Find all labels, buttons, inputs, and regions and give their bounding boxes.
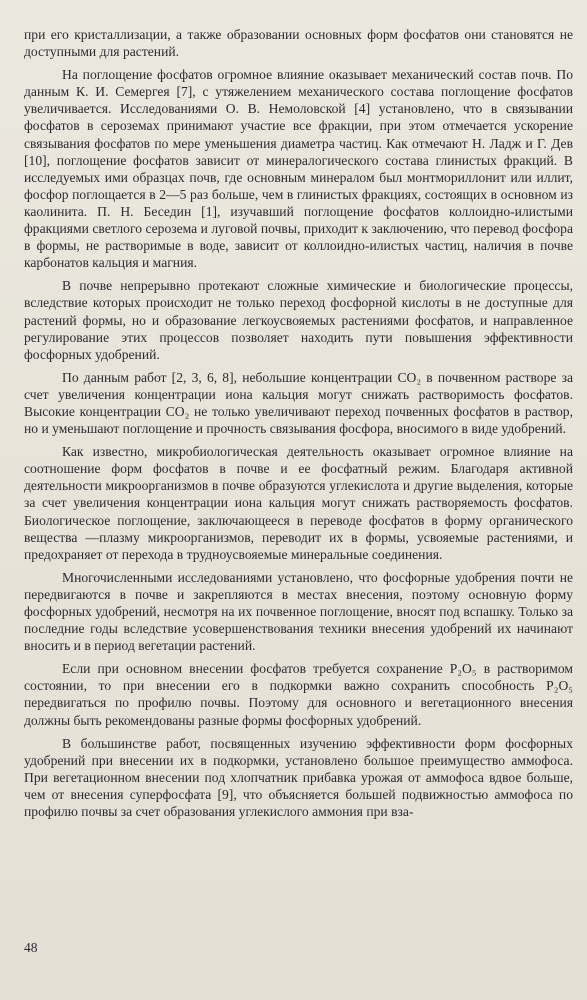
paragraph-4: По данным работ [2, 3, 6, 8], небольшие концентрации CO₂ в почвенном растворе за счет увеличения концентрации иона кальция могут снижать растворимость фосфатов. Высокие концентрации CO₂ не только увеличивают переход почвенных фосфатов в раствор, но и уменьшают поглощение и прочность связывания фосфора, вносимого в виде удобрений. [24,369,573,437]
page-number: 48 [24,940,38,955]
paragraph-3: В почве непрерывно протекают сложные химические и биологические процессы, вследствие которых происходит не только переход фосфорной кислоты в не доступные для растений формы, но и образование легкоусвояемых растениями фосфатов, и направленное регулирование этих процессов позволяет находить пути повышения эффективности фосфорных удобрений. [24,278,573,362]
body-text [24,26,573,826]
paragraph-2: На поглощение фосфатов огромное влияние оказывает механический состав почв. По данным К. И. Семергея [7], с утяжелением механического состава поглощение фосфатов увеличивается. Исследованиями О. В. Немоловской [4] установлено, что в связывании фосфатов в сероземах принимают участие все фракции, при этом отмечается ускорение связывания фосфатов по мере уменьшения диаметра частиц. Как отмечают Н. Ладж и Г. Дев [10], поглощение фосфатов зависит от минералогического состава глинистых фракций. В исследуемых ими образцах почв, где основным минералом был монтмориллонит или иллит, фосфор поглощается в 2—5 раз больше, чем в глинистых фракциях, состоящих в основном из каолинита. П. Н. Беседин [1], изучавший поглощение фосфатов коллоидно-илистыми фракциями светлого серозема и луговой почвы, приходит к заключению, что перевод фосфора в формы, не растворимые в воде, зависит от коллоидно-илистых частиц, наличия в почве карбонатов кальция и магния. [24,67,573,271]
paragraph-6: Многочисленными исследованиями установлено, что фосфорные удобрения почти не передвигаются в почве и закрепляются в местах внесения, поэтому основную форму фосфорных удобрений, несмотря на их почвенное поглощение, вносят под вспашку. Только за последние годы вследствие усовершенствования техники внесения удобрений их начинают вносить и в период вегетации растений. [24,569,573,654]
paragraph-8: В большинстве работ, посвященных изучению эффективности форм фосфорных удобрений при внесении их в подкормки, установлено большое преимущество аммофоса. При вегетационном внесении под хлопчатник прибавка урожая от аммофоса вдвое больше, чем от внесения суперфосфата [9], что объясняется большей подвижностью аммофоса по профилю почвы за счет образования углекислого аммония при вза- [24,735,573,820]
paragraph-5: Как известно, микробиологическая деятельность оказывает огромное влияние на соотношение форм фосфатов в почве и ее фосфатный режим. Благодаря активной деятельности микроорганизмов в почве образуются углекислота и другие выделения, которые за счет увеличения концентрации иона кальция могут снижать растворяемость фосфатов. Биологическое поглощение, заключающееся в переводе фосфатов в форму органического вещества —плазму микроорганизмов, переводит их в формы, усвояемые растениями, и предохраняет от перехода в трудноусвояемые минеральные соединения. [24,444,573,562]
paragraph-7: Если при основном внесении фосфатов требуется сохранение P₂O₅ в растворимом состоянии, то при внесении его в подкормки важно сохранить способность P₂O₅ передвигаться по профилю почвы. Поэтому для основного и вегетационного внесения должны быть рекомендованы разные формы фосфорных удобрений. [24,661,573,728]
paragraph-1: при его кристаллизации, а также образовании основных форм фосфатов они становятся не доступными для растений. [24,27,573,60]
